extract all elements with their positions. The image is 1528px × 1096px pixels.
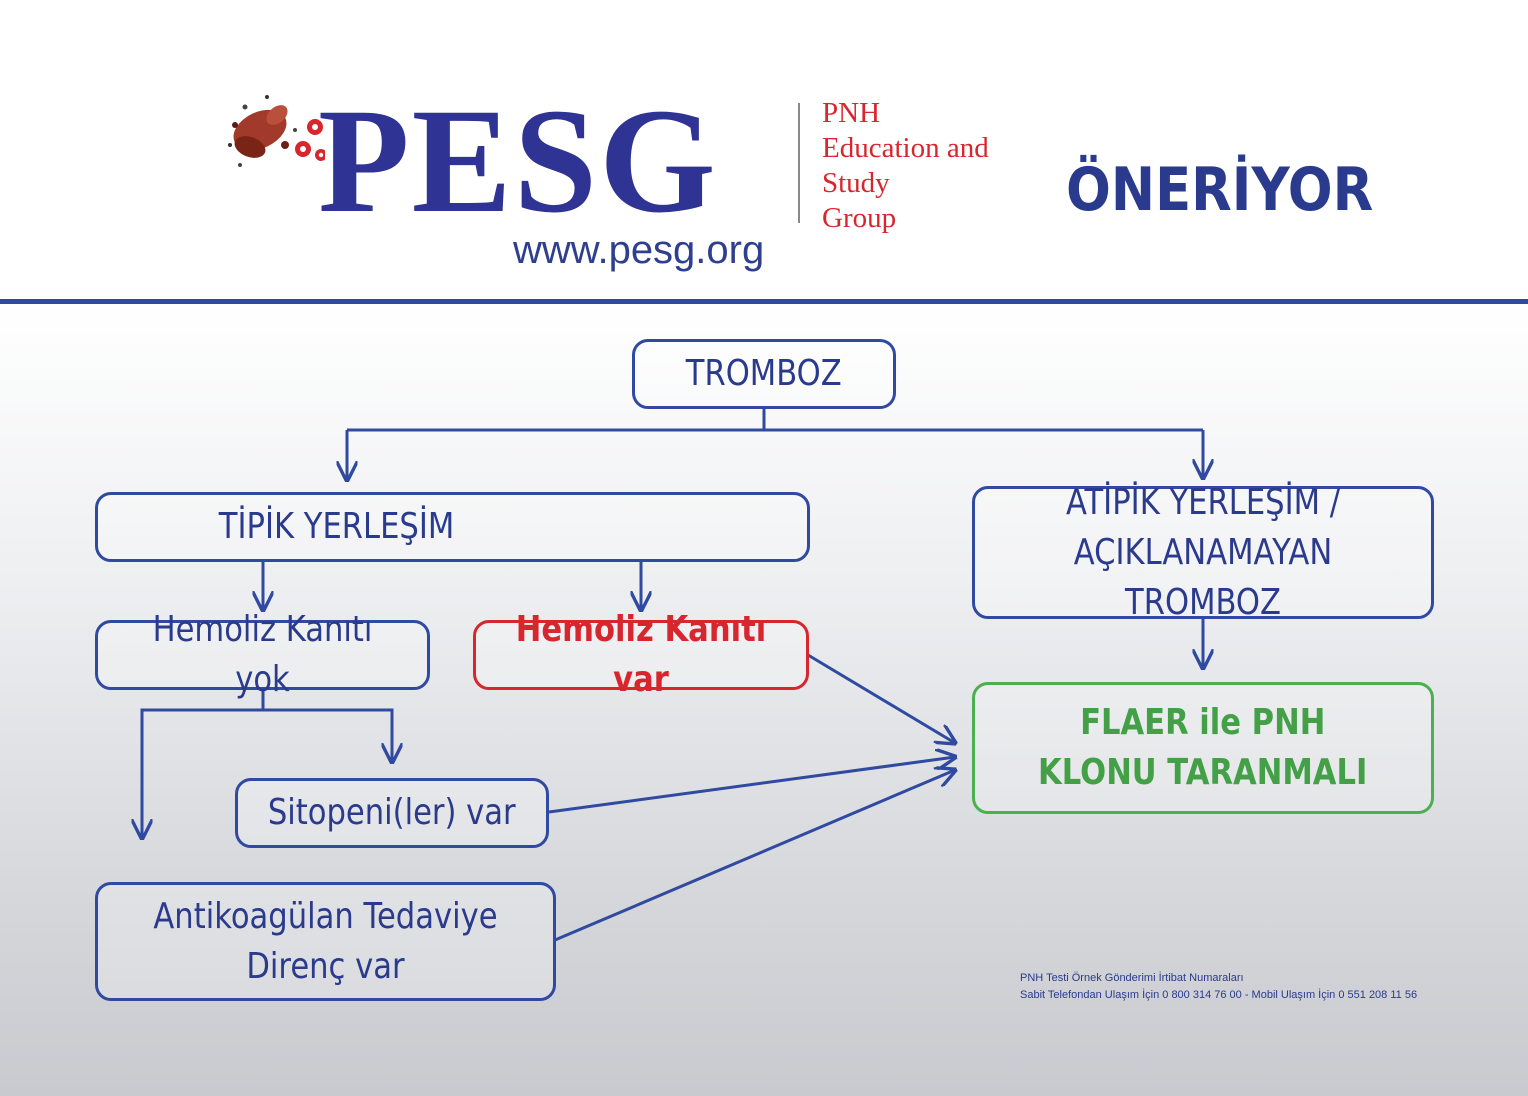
node-hemoliz-yok-label: Hemoliz Kanıtı yok	[152, 609, 373, 700]
logo-tagline-line: Group	[822, 202, 897, 234]
node-tromboz-label: TROMBOZ	[686, 353, 842, 394]
edge-hemoliz-var-flaer	[808, 655, 955, 743]
node-flaer-tarama-label: FLAER ile PNH KLONU TARANMALI	[1038, 702, 1368, 793]
logo-tagline-line: PNH	[822, 97, 881, 129]
edge-hemoliz-yok-sitopeni	[263, 710, 392, 762]
node-hemoliz-var-label: Hemoliz Kanıtı var	[515, 609, 767, 700]
logo-website: www.pesg.org	[513, 228, 765, 272]
node-flaer-tarama	[972, 682, 1434, 814]
node-antikoagulan	[95, 882, 556, 1001]
node-atipik-yerlesim-label: ATİPİK YERLEŞİM / AÇIKLANAMAYAN TROMBOZ	[1065, 481, 1341, 623]
contact-note-title: PNH Testi Örnek Gönderimi İrtibat Numaraları	[1020, 972, 1244, 984]
contact-note	[1020, 970, 1417, 1004]
logo-wordmark: PESG	[318, 78, 718, 244]
node-antikoagulan-label: Antikoagülan Tedaviye Direnç var	[153, 895, 498, 987]
node-tipik-yerlesim-label: TİPİK YERLEŞİM	[218, 506, 455, 547]
node-tromboz	[632, 339, 896, 409]
node-sitopeni	[235, 778, 549, 848]
node-hemoliz-var	[473, 609, 809, 700]
logo-tagline-line: Education and	[822, 132, 989, 164]
node-tipik-yerlesim	[95, 492, 810, 562]
node-sitopeni-label: Sitopeni(ler) var	[268, 792, 516, 833]
recommends-heading: ÖNERİYOR	[1066, 155, 1374, 225]
edge-antikoagulan-flaer	[555, 770, 955, 940]
edge-sitopeni-flaer	[549, 757, 955, 812]
node-hemoliz-yok	[95, 609, 430, 700]
contact-note-numbers: Sabit Telefondan Ulaşım İçin 0 800 314 76 00 - Mobil Ulaşım İçin 0 551 208 11 56	[1020, 989, 1418, 1001]
node-atipik-yerlesim	[972, 481, 1434, 623]
logo-tagline-line: Study	[822, 167, 890, 199]
